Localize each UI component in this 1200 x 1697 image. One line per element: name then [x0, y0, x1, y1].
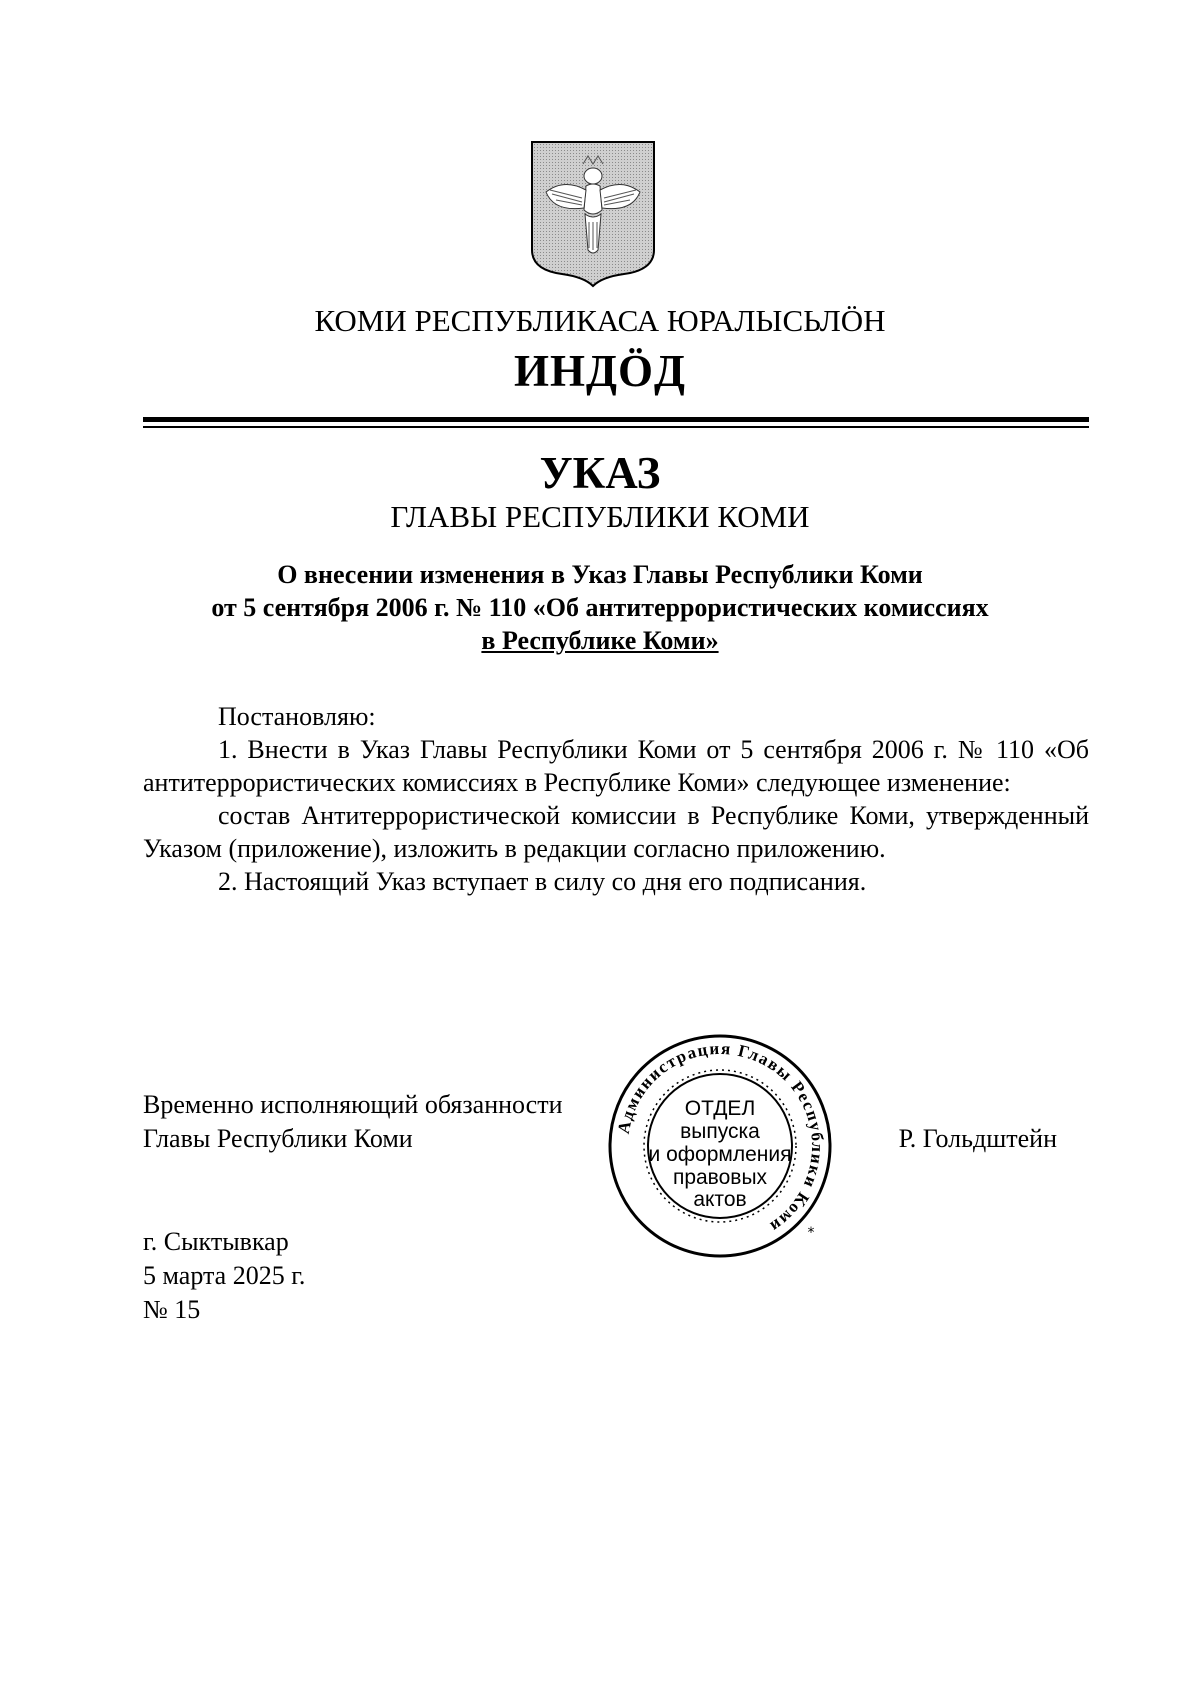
subject-line: от 5 сентября 2006 г. № 110 «Об антитеррористических комиссиях	[211, 593, 989, 622]
doc-type-title: УКАЗ	[539, 448, 661, 498]
clause-2: 2. Настоящий Указ вступает в силу со дня его подписания.	[218, 867, 867, 896]
stamp-star-icon: *	[807, 1225, 815, 1241]
decree-subject	[0, 558, 1200, 657]
decree-date: 5 марта 2025 г.	[143, 1261, 306, 1290]
decree-body	[143, 700, 1089, 898]
stamp-line: актов	[693, 1188, 747, 1211]
stamp-line: ОТДЕЛ	[684, 1097, 756, 1120]
official-stamp-icon	[605, 1031, 835, 1261]
subject-line: О внесении изменения в Указ Главы Республики Коми	[277, 560, 923, 589]
header-divider-thin	[143, 426, 1089, 428]
org-name-komi: КОМИ РЕСПУБЛИКАСА ЮРАЛЫСЬЛӦН	[314, 303, 886, 338]
clause-1: 1. Внести в Указ Главы Республики Коми от 5 сентября 2006 г. № 110 «Об антитеррористических комиссиях в Республике Коми» следующее изменение:	[143, 735, 1089, 797]
subject-line: в Республике Коми»	[481, 626, 719, 655]
city: г. Сыктывкар	[143, 1227, 289, 1256]
stamp-line: правовых	[672, 1166, 768, 1189]
komi-coat-of-arms-icon	[528, 138, 658, 288]
signer-name: Р. Гольдштейн	[898, 1124, 1057, 1153]
clause-1-detail: состав Антитеррористической комиссии в Республике Коми, утвержденный Указом (приложение), изложить в редакции согласно приложению.	[143, 801, 1089, 863]
header-divider-thick	[143, 417, 1089, 422]
decree-number: № 15	[143, 1295, 201, 1324]
issuer-title: ГЛАВЫ РЕСПУБЛИКИ КОМИ	[390, 499, 810, 534]
signer-position-line2: Главы Республики Коми	[143, 1124, 413, 1153]
decree-footer	[143, 1225, 305, 1327]
preamble: Постановляю:	[218, 702, 376, 731]
signer-position-line1: Временно исполняющий обязанности	[143, 1090, 563, 1119]
doc-type-komi: ИНДӦД	[514, 346, 686, 396]
stamp-line: выпуска	[680, 1120, 760, 1143]
stamp-line: и оформления	[648, 1143, 792, 1166]
stamp-ring-text: Администрация Главы Республики Коми	[613, 1038, 828, 1238]
